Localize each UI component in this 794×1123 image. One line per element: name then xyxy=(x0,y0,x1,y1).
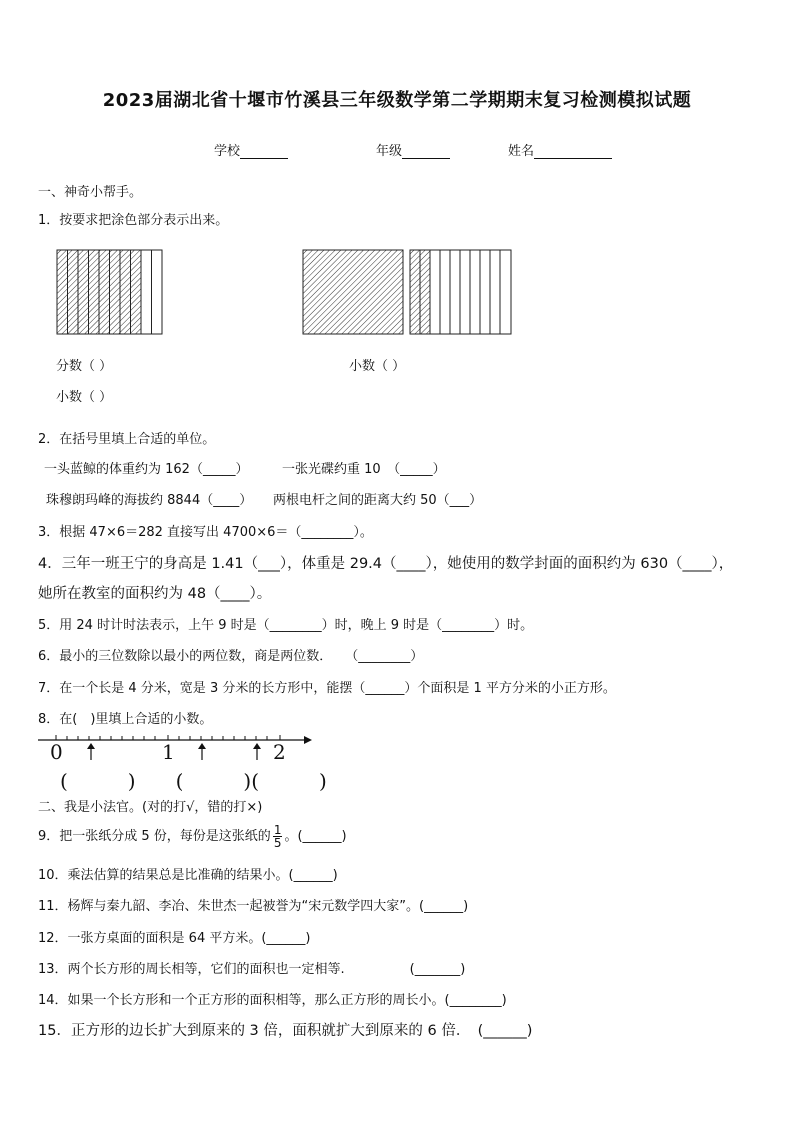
q3: 3．根据 47×6＝282 直接写出 4700×6＝（________）。 xyxy=(38,525,373,540)
arrowhead-icon xyxy=(304,736,312,744)
q9-denominator: 5 xyxy=(273,836,282,850)
section2-heading: 二、我是小法官。(对的打√，错的打×) xyxy=(38,800,263,815)
q9-after: 。(______) xyxy=(284,829,347,844)
q4-line1: 4．三年一班王宁的身高是 1.41（___），体重是 29.4（____），她使用的数学封面的面积约为 630（____）， xyxy=(38,556,734,572)
name-label: 姓名 xyxy=(508,144,535,159)
q2-d: 两根电杆之间的距离大约 50（___） xyxy=(273,493,483,508)
name-blank[interactable] xyxy=(534,144,612,159)
q2-c: 珠穆朗玛峰的海拔约 8844（____） xyxy=(46,493,253,508)
q10: 10．乘法估算的结果总是比准确的结果小。(______) xyxy=(38,868,338,883)
q8-label-0: 0 xyxy=(50,740,63,764)
page-title: 2023届湖北省十堰市竹溪县三年级数学第二学期期末复习检测模拟试题 xyxy=(102,90,692,111)
q1-right-square-full xyxy=(302,249,404,335)
q2-b: 一张光碟约重 10 （_____） xyxy=(282,462,446,477)
school-blank[interactable] xyxy=(240,144,288,159)
q15: 15．正方形的边长扩大到原来的 3 倍，面积就扩大到原来的 6 倍． (______) xyxy=(38,1023,533,1039)
q13: 13．两个长方形的周长相等，它们的面积也一定相等. (_______) xyxy=(38,962,466,977)
q11: 11．杨辉与秦九韶、李冶、朱世杰一起被誉为“宋元数学四大家”。(______) xyxy=(38,899,469,914)
q5: 5．用 24 时计时法表示，上午 9 时是（________）时，晚上 9 时是（________）时。 xyxy=(38,618,534,633)
q1-text: 1．按要求把涂色部分表示出来。 xyxy=(38,213,229,228)
q9-numerator: 1 xyxy=(273,823,282,837)
q1-left-rectangle xyxy=(56,249,164,335)
q8-label-2: 2 xyxy=(273,740,286,764)
q9-before: 9．把一张纸分成 5 份，每份是这张纸的 xyxy=(38,829,271,844)
q4-line2: 她所在教室的面积约为 48（____）。 xyxy=(38,586,272,602)
grade-field xyxy=(376,140,450,159)
q9-fraction xyxy=(273,824,283,849)
name-field xyxy=(508,140,612,159)
q2-text: 2．在括号里填上合适的单位。 xyxy=(38,432,216,447)
school-field xyxy=(214,140,288,159)
q1-left-fraction-label: 分数（ ） xyxy=(56,359,113,374)
q2-a: 一头蓝鲸的体重约为 162（_____） xyxy=(44,462,249,477)
school-label: 学校 xyxy=(214,144,241,159)
q1-right-decimal-label: 小数（ ） xyxy=(349,359,406,374)
q8-answer-parens[interactable]: ( ) ( )( ) xyxy=(60,769,327,793)
q1-right-rectangle-partial xyxy=(409,249,513,335)
grade-label: 年级 xyxy=(376,144,403,159)
q1-left-decimal-label: 小数（ ） xyxy=(56,390,113,405)
q8-label-1: 1 xyxy=(162,740,175,764)
q9 xyxy=(38,824,347,849)
q7: 7．在一个长是 4 分米，宽是 3 分米的长方形中，能摆（______）个面积是 1 平方分米的小正方形。 xyxy=(38,681,616,696)
q6: 6．最小的三位数除以最小的两位数，商是两位数． （________） xyxy=(38,649,424,664)
section1-heading: 一、神奇小帮手。 xyxy=(38,185,143,200)
grade-blank[interactable] xyxy=(402,144,450,159)
q8-text: 8．在( )里填上合适的小数。 xyxy=(38,712,213,727)
q12: 12．一张方桌面的面积是 64 平方米。(______) xyxy=(38,931,311,946)
q14: 14．如果一个长方形和一个正方形的面积相等，那么正方形的周长小。(________) xyxy=(38,993,507,1008)
